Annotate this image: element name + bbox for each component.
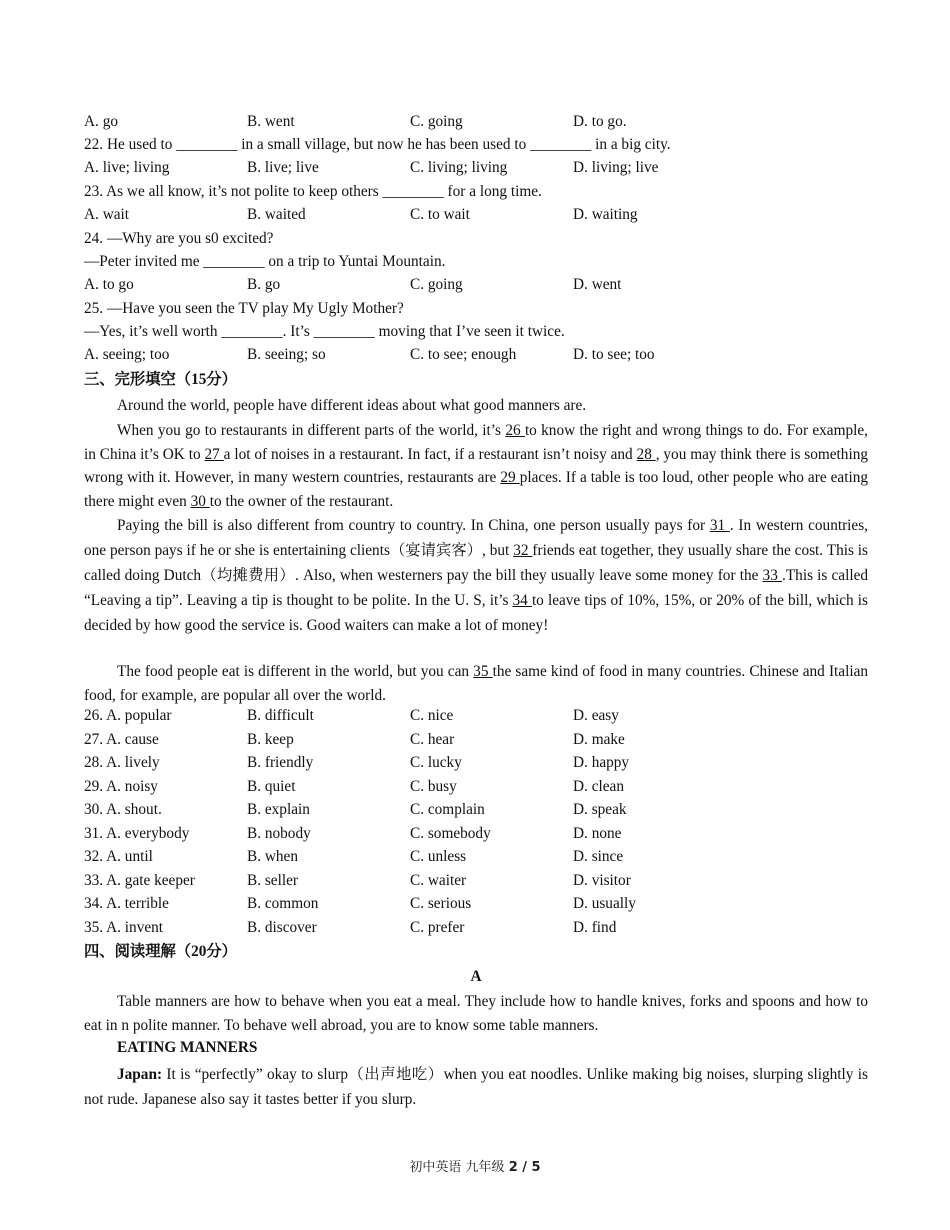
option-d: D. speak: [573, 801, 627, 818]
blank-29: 29: [500, 469, 520, 486]
option-b: B. nobody: [247, 824, 311, 842]
cloze-paragraph-2: [84, 419, 868, 513]
option-c: C. serious: [410, 895, 472, 912]
passage-a-title: EATING MANNERS: [117, 1039, 258, 1056]
option-a: 35. A. invent: [84, 918, 164, 936]
cloze-paragraph-1: Around the world, people have different ideas about what good manners are.: [117, 397, 587, 414]
option-d: D. easy: [573, 707, 619, 724]
blank-27: 27: [204, 445, 224, 463]
option-c: C. somebody: [410, 824, 491, 842]
option-d: D. waiting: [573, 206, 638, 223]
blank-26: 26: [505, 422, 525, 439]
passage-a-intro: Table manners are how to behave when you eat a meal. They include how to handle knives, forks and spoons and how to eat in n polite manner. To behave well abroad, you are to know some table manners.: [84, 993, 868, 1034]
country-label: Japan:: [117, 1066, 163, 1083]
blank-30: 30: [190, 492, 210, 510]
q22-stem: 22. He used to ________ in a small village, but now he has been used to ________ in a big city.: [84, 136, 671, 153]
option-b: B. seeing; so: [247, 346, 326, 363]
option-d: D. to go.: [573, 113, 627, 130]
option-a: 27. A. cause: [84, 730, 159, 748]
option-b: B. seller: [247, 871, 298, 889]
option-c: C. nice: [410, 707, 454, 724]
option-c: C. lucky: [410, 754, 462, 771]
option-d: D. usually: [573, 895, 636, 912]
option-a: 34. A. terrible: [84, 895, 169, 912]
option-c: C. going: [410, 276, 463, 293]
option-a: 30. A. shout.: [84, 801, 162, 818]
text: to the owner of the restaurant.: [209, 492, 394, 510]
blank-28: 28: [636, 445, 656, 463]
q24-stem: 24. —Why are you s0 excited?: [84, 230, 274, 247]
text: The food people eat is different in the world, but you can: [117, 663, 470, 680]
option-a: A. seeing; too: [84, 346, 170, 363]
option-d: D. went: [573, 276, 622, 293]
option-c: C. unless: [410, 848, 467, 865]
option-b: B. go: [247, 276, 281, 293]
option-c: C. living; living: [410, 159, 508, 176]
option-a: A. to go: [84, 276, 134, 293]
q24-stem-2: —Peter invited me ________ on a trip to Yuntai Mountain.: [84, 253, 446, 270]
option-c: C. to see; enough: [410, 346, 517, 363]
page-footer: [0, 1156, 950, 1175]
option-a: A. wait: [84, 206, 130, 223]
text: friends eat together, they usually share the cost. This is called doing Dutch（均摊费用）. Also, when westerners pay the bill they usually leave some money for the: [84, 542, 868, 584]
blank-31: 31: [709, 517, 730, 534]
option-b: B. when: [247, 848, 298, 865]
option-a: 33. A. gate keeper: [84, 871, 195, 889]
section-3-heading: 三、完形填空（15分）: [84, 371, 237, 388]
q25-stem-2: —Yes, it’s well worth ________. It’s ________ moving that I’ve seen it twice.: [84, 323, 565, 340]
text: places. If a table is too loud, other people who are eating there might even: [84, 469, 869, 510]
option-a: 26. A. popular: [84, 707, 172, 724]
cloze-paragraph-4: [84, 660, 868, 707]
blank-35: 35: [473, 663, 493, 680]
option-a: 32. A. until: [84, 848, 153, 865]
passage-a-japan: [84, 1062, 868, 1112]
option-b: B. keep: [247, 730, 294, 748]
q23-stem: 23. As we all know, it’s not polite to keep others ________ for a long time.: [84, 183, 542, 200]
option-c: C. hear: [410, 730, 455, 748]
blank-33: 33: [762, 567, 782, 584]
option-c: C. going: [410, 113, 463, 130]
cloze-paragraph-3: [84, 513, 868, 638]
option-d: D. none: [573, 824, 622, 842]
text: .This is called “Leaving a tip”. Leaving a tip is thought to be polite. In the U. S, it’s: [84, 567, 869, 609]
option-c: C. prefer: [410, 918, 465, 936]
q25-stem: 25. —Have you seen the TV play My Ugly Mother?: [84, 300, 404, 317]
option-d: D. visitor: [573, 871, 631, 889]
option-b: B. went: [247, 113, 295, 130]
option-c: C. busy: [410, 777, 457, 795]
text: It is “perfectly” okay to slurp（出声地吃）when you eat noodles. Unlike making big noises, slurping slightly is not rude. Japanese also say it tastes better if you slurp.: [84, 1066, 868, 1108]
text: the same kind of food in many countries. Chinese and Italian food, for example, are popular all over the world.: [84, 663, 869, 704]
option-d: D. since: [573, 848, 624, 865]
option-a: A. live; living: [84, 159, 170, 176]
page-number: 2 / 5: [508, 1160, 541, 1175]
option-a: 28. A. lively: [84, 754, 160, 771]
option-c: C. waiter: [410, 871, 467, 889]
option-d: D. clean: [573, 777, 624, 795]
blank-34: 34: [512, 592, 532, 609]
text: . In western countries, one person pays if he or she is entertaining clients（宴请宾客）, but: [84, 517, 869, 559]
footer-subject: 初中英语 九年级: [409, 1160, 509, 1175]
option-b: B. discover: [247, 918, 317, 936]
blank-32: 32: [513, 542, 533, 559]
option-b: B. common: [247, 895, 319, 912]
option-b: B. quiet: [247, 777, 296, 795]
option-a: 29. A. noisy: [84, 777, 158, 795]
option-d: D. find: [573, 918, 617, 936]
option-c: C. to wait: [410, 206, 470, 223]
option-d: D. to see; too: [573, 346, 655, 363]
option-d: D. living; live: [573, 159, 659, 176]
text: When you go to restaurants in different parts of the world, it’s: [117, 422, 502, 439]
option-c: C. complain: [410, 801, 485, 818]
option-d: D. make: [573, 730, 625, 748]
option-a: 31. A. everybody: [84, 824, 190, 842]
text: , you may think there is something wrong with it. However, in many western countries, restaurants are: [84, 445, 868, 486]
option-b: B. friendly: [247, 754, 314, 771]
text: a lot of noises in a restaurant. In fact, if a restaurant isn’t noisy and: [223, 445, 633, 463]
option-b: B. waited: [247, 206, 306, 223]
option-b: B. explain: [247, 801, 310, 818]
passage-label: A: [470, 968, 482, 985]
option-b: B. difficult: [247, 707, 314, 724]
option-b: B. live; live: [247, 159, 319, 176]
text: to know the right and wrong things to do. For example, in China it’s OK to: [84, 422, 868, 463]
option-d: D. happy: [573, 754, 630, 771]
text: Paying the bill is also different from country to country. In China, one person usually pays for: [117, 517, 706, 534]
section-4-heading: 四、阅读理解（20分）: [84, 943, 237, 960]
option-a: A. go: [84, 113, 118, 130]
text: to leave tips of 10%, 15%, or 20% of the bill, which is decided by how good the service is. Good waiters can make a lot of money!: [84, 592, 868, 634]
